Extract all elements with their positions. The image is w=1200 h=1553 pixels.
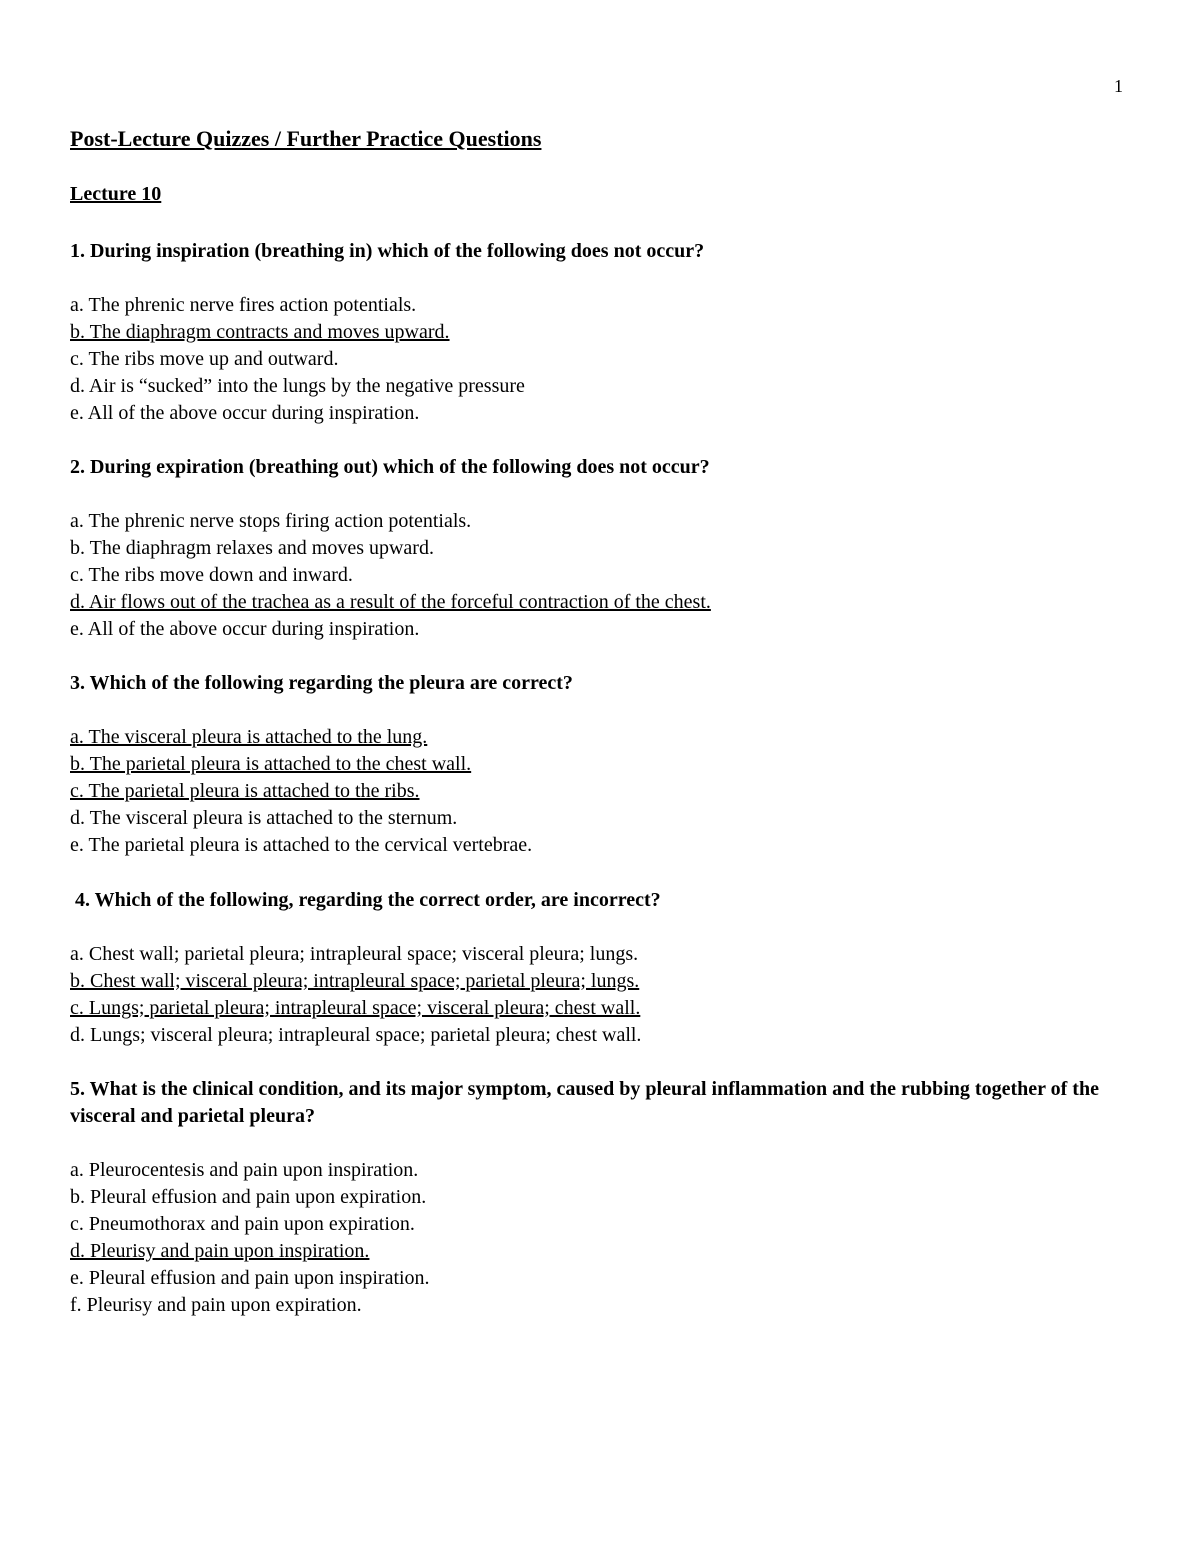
question-text: 1. During inspiration (breathing in) which of the following does not occur? (70, 240, 705, 262)
option-b: b. The diaphragm contracts and moves upward. (70, 321, 450, 343)
option-c: c. Pneumothorax and pain upon expiration. (70, 1213, 415, 1235)
options-list (70, 1157, 1135, 1319)
option-b: b. Chest wall; visceral pleura; intrapleural space; parietal pleura; lungs. (70, 970, 640, 992)
option-f: f. Pleurisy and pain upon expiration. (70, 1294, 362, 1316)
option-d: d. Air flows out of the trachea as a result of the forceful contraction of the chest. (70, 591, 711, 613)
option-b: b. Pleural effusion and pain upon expiration. (70, 1186, 427, 1208)
document-title: Post-Lecture Quizzes / Further Practice Questions (70, 126, 542, 151)
option-b: b. The diaphragm relaxes and moves upward. (70, 537, 434, 559)
option-d: d. The visceral pleura is attached to the sternum. (70, 807, 458, 829)
question-3 (70, 670, 1135, 859)
question-1 (70, 238, 1135, 427)
question-text: 4. Which of the following, regarding the correct order, are incorrect? (75, 889, 661, 911)
option-c: c. The ribs move up and outward. (70, 348, 339, 370)
question-5 (70, 1076, 1135, 1319)
option-c: c. Lungs; parietal pleura; intrapleural space; visceral pleura; chest wall. (70, 997, 641, 1019)
option-a: a. The phrenic nerve fires action potentials. (70, 294, 417, 316)
options-list (70, 292, 1135, 427)
option-b: b. The parietal pleura is attached to the chest wall. (70, 753, 472, 775)
option-e: e. The parietal pleura is attached to the cervical vertebrae. (70, 834, 533, 856)
option-c: c. The parietal pleura is attached to the ribs. (70, 780, 420, 802)
options-list (70, 724, 1135, 859)
option-e: e. All of the above occur during inspiration. (70, 402, 420, 424)
page-number: 1 (1114, 76, 1123, 96)
option-d: d. Air is “sucked” into the lungs by the negative pressure (70, 375, 525, 397)
option-a: a. Chest wall; parietal pleura; intrapleural space; visceral pleura; lungs. (70, 943, 639, 965)
question-2 (70, 454, 1135, 643)
question-text: 3. Which of the following regarding the pleura are correct? (70, 672, 573, 694)
option-d: d. Pleurisy and pain upon inspiration. (70, 1240, 370, 1262)
option-d: d. Lungs; visceral pleura; intrapleural space; parietal pleura; chest wall. (70, 1024, 642, 1046)
option-e: e. All of the above occur during inspiration. (70, 618, 420, 640)
options-list (70, 941, 1135, 1049)
option-a: a. The phrenic nerve stops firing action potentials. (70, 510, 472, 532)
option-a: a. The visceral pleura is attached to the lung. (70, 726, 428, 748)
question-4 (70, 887, 1135, 1049)
option-a: a. Pleurocentesis and pain upon inspiration. (70, 1159, 419, 1181)
question-text: 2. During expiration (breathing out) which of the following does not occur? (70, 456, 710, 478)
question-text: 5. What is the clinical condition, and its major symptom, caused by pleural inflammation and the rubbing together of the visceral and parietal pleura? (70, 1078, 1099, 1127)
options-list (70, 508, 1135, 643)
option-c: c. The ribs move down and inward. (70, 564, 353, 586)
option-e: e. Pleural effusion and pain upon inspiration. (70, 1267, 430, 1289)
section-heading: Lecture 10 (70, 183, 162, 205)
